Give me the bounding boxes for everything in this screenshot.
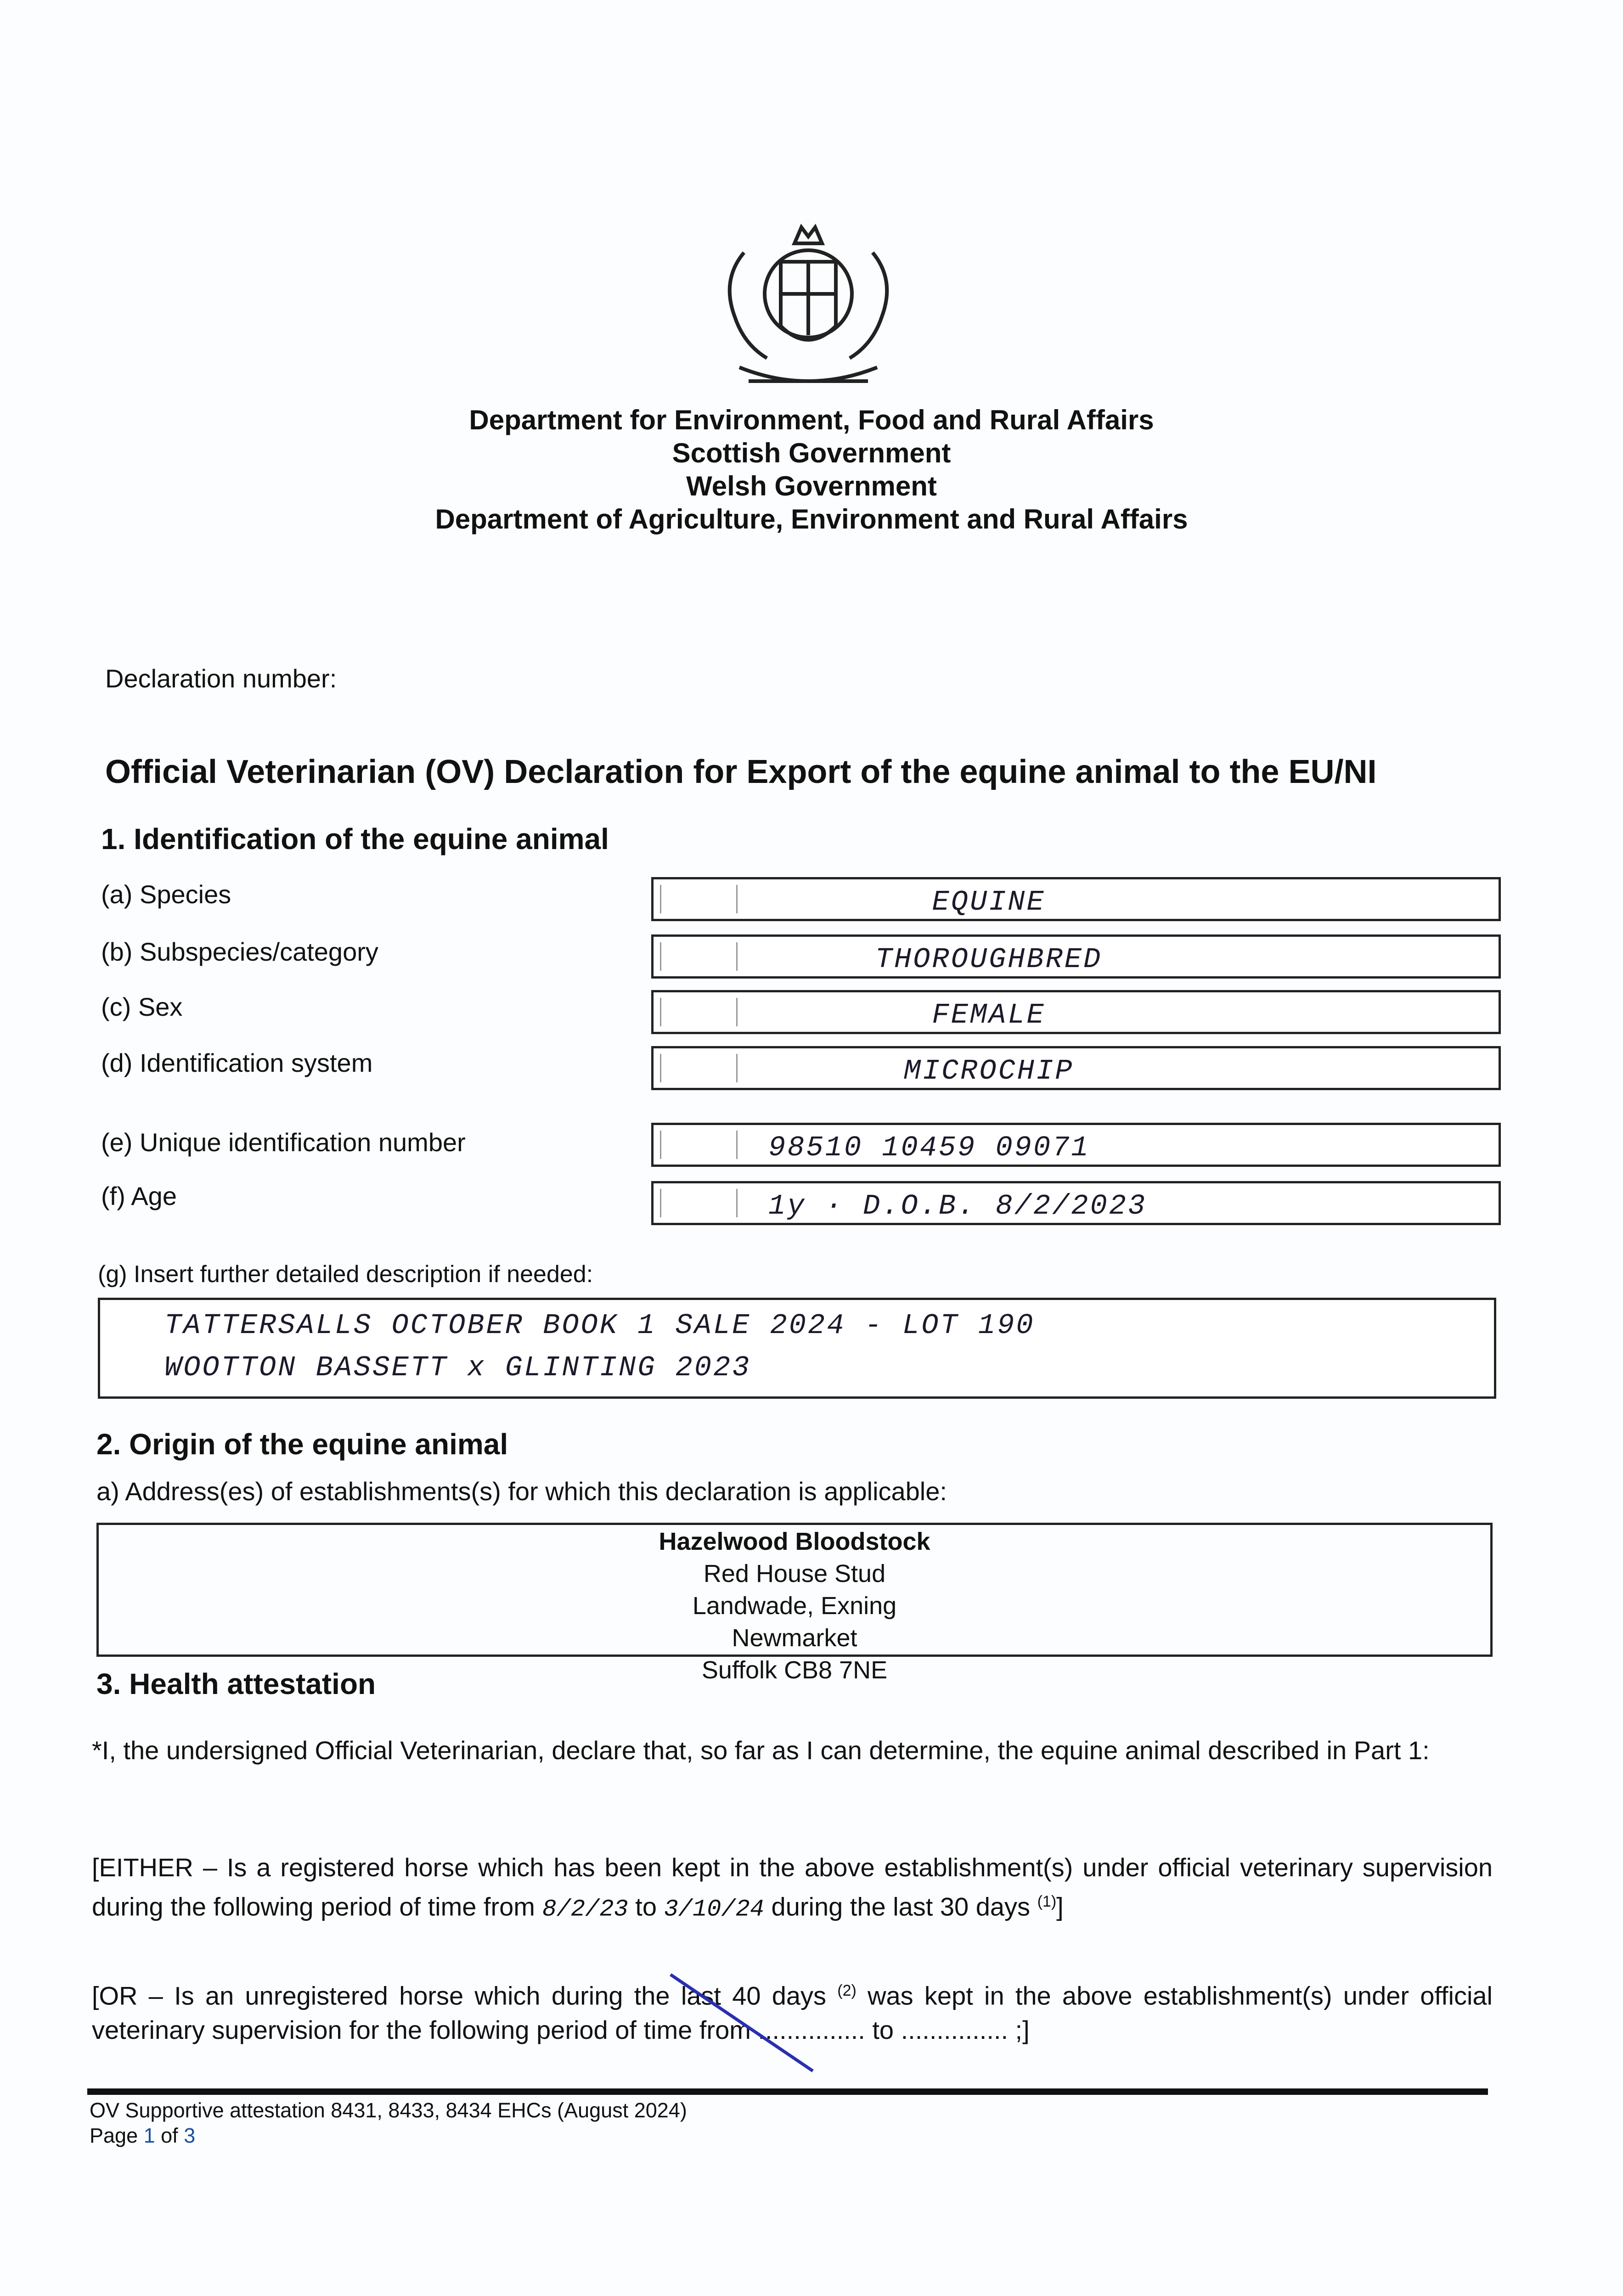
- dept-daera: Department of Agriculture, Environment and Rural Affairs: [435, 504, 1188, 535]
- address-line-town: Newmarket: [732, 1624, 857, 1652]
- either-to-date[interactable]: 3/10/24: [664, 1896, 764, 1923]
- dept-defra: Department for Environment, Food and Rural Affairs: [469, 405, 1154, 435]
- further-description-label: (g) Insert further detailed description if needed:: [98, 1261, 593, 1288]
- either-from-date[interactable]: 8/2/23: [542, 1896, 628, 1923]
- subspecies-field[interactable]: THOROUGHBRED: [651, 934, 1501, 979]
- further-description-field[interactable]: TATTERSALLS OCTOBER BOOK 1 SALE 2024 - LOT 190 WOOTTON BASSETT x GLINTING 2023: [98, 1298, 1496, 1399]
- address-label: a) Address(es) of establishments(s) for which this declaration is applicable:: [96, 1477, 947, 1506]
- section3-heading: 3. Health attestation: [96, 1667, 376, 1700]
- footer-rule: [87, 2088, 1488, 2095]
- health-intro: *I, the undersigned Official Veterinarian, declare that, so far as I can determine, the equine animal described in Part 1:: [92, 1736, 1430, 1765]
- pen-strike-mark: [666, 1970, 822, 2080]
- address-line-postcode: Suffolk CB8 7NE: [701, 1656, 888, 1684]
- royal-crest-logo: [703, 216, 914, 400]
- either-clause: [EITHER – Is a registered horse which has been kept in the above establishment(s) under official veterinary supervision during the following period of time from 8/2/23 to 3/10/24 during the last 30 days $^{(1)}$]: [92, 1853, 1493, 1923]
- address-line-stud: Red House Stud: [703, 1560, 886, 1587]
- dept-welsh-gov: Welsh Government: [686, 471, 937, 501]
- age-label: (f) Age: [101, 1182, 177, 1210]
- section1-heading: 1. Identification of the equine animal: [101, 822, 609, 855]
- id-system-label: (d) Identification system: [101, 1048, 373, 1077]
- species-label: (a) Species: [101, 880, 231, 909]
- or-clause: [OR – Is an unregistered horse which during the last 40 days $^{(2)}$ was kept in the above establishment(s) under official veterinary supervision for the following period of time from ............... to ............... ;]: [92, 1981, 1493, 2044]
- dept-scottish-gov: Scottish Government: [672, 438, 951, 468]
- footer-page-number: Page 1 of 3: [90, 2124, 196, 2147]
- declaration-number-label: Declaration number:: [105, 664, 337, 693]
- subspecies-label: (b) Subspecies/category: [101, 937, 378, 966]
- section2-heading: 2. Origin of the equine animal: [96, 1428, 508, 1461]
- unique-id-field[interactable]: 98510 10459 09071: [651, 1123, 1501, 1167]
- sex-label: (c) Sex: [101, 992, 183, 1021]
- address-line-locality: Landwade, Exning: [692, 1592, 897, 1620]
- unique-id-label: (e) Unique identification number: [101, 1128, 466, 1157]
- species-field[interactable]: EQUINE: [651, 877, 1501, 921]
- address-line-name: Hazelwood Bloodstock: [659, 1528, 930, 1555]
- id-system-field[interactable]: MICROCHIP: [651, 1046, 1501, 1090]
- footer-attestation: OV Supportive attestation 8431, 8433, 8434 EHCs (August 2024): [90, 2099, 687, 2122]
- sex-field[interactable]: FEMALE: [651, 990, 1501, 1034]
- age-field[interactable]: 1y · D.O.B. 8/2/2023: [651, 1181, 1501, 1225]
- document-title: Official Veterinarian (OV) Declaration for Export of the equine animal to the EU/NI: [105, 754, 1377, 790]
